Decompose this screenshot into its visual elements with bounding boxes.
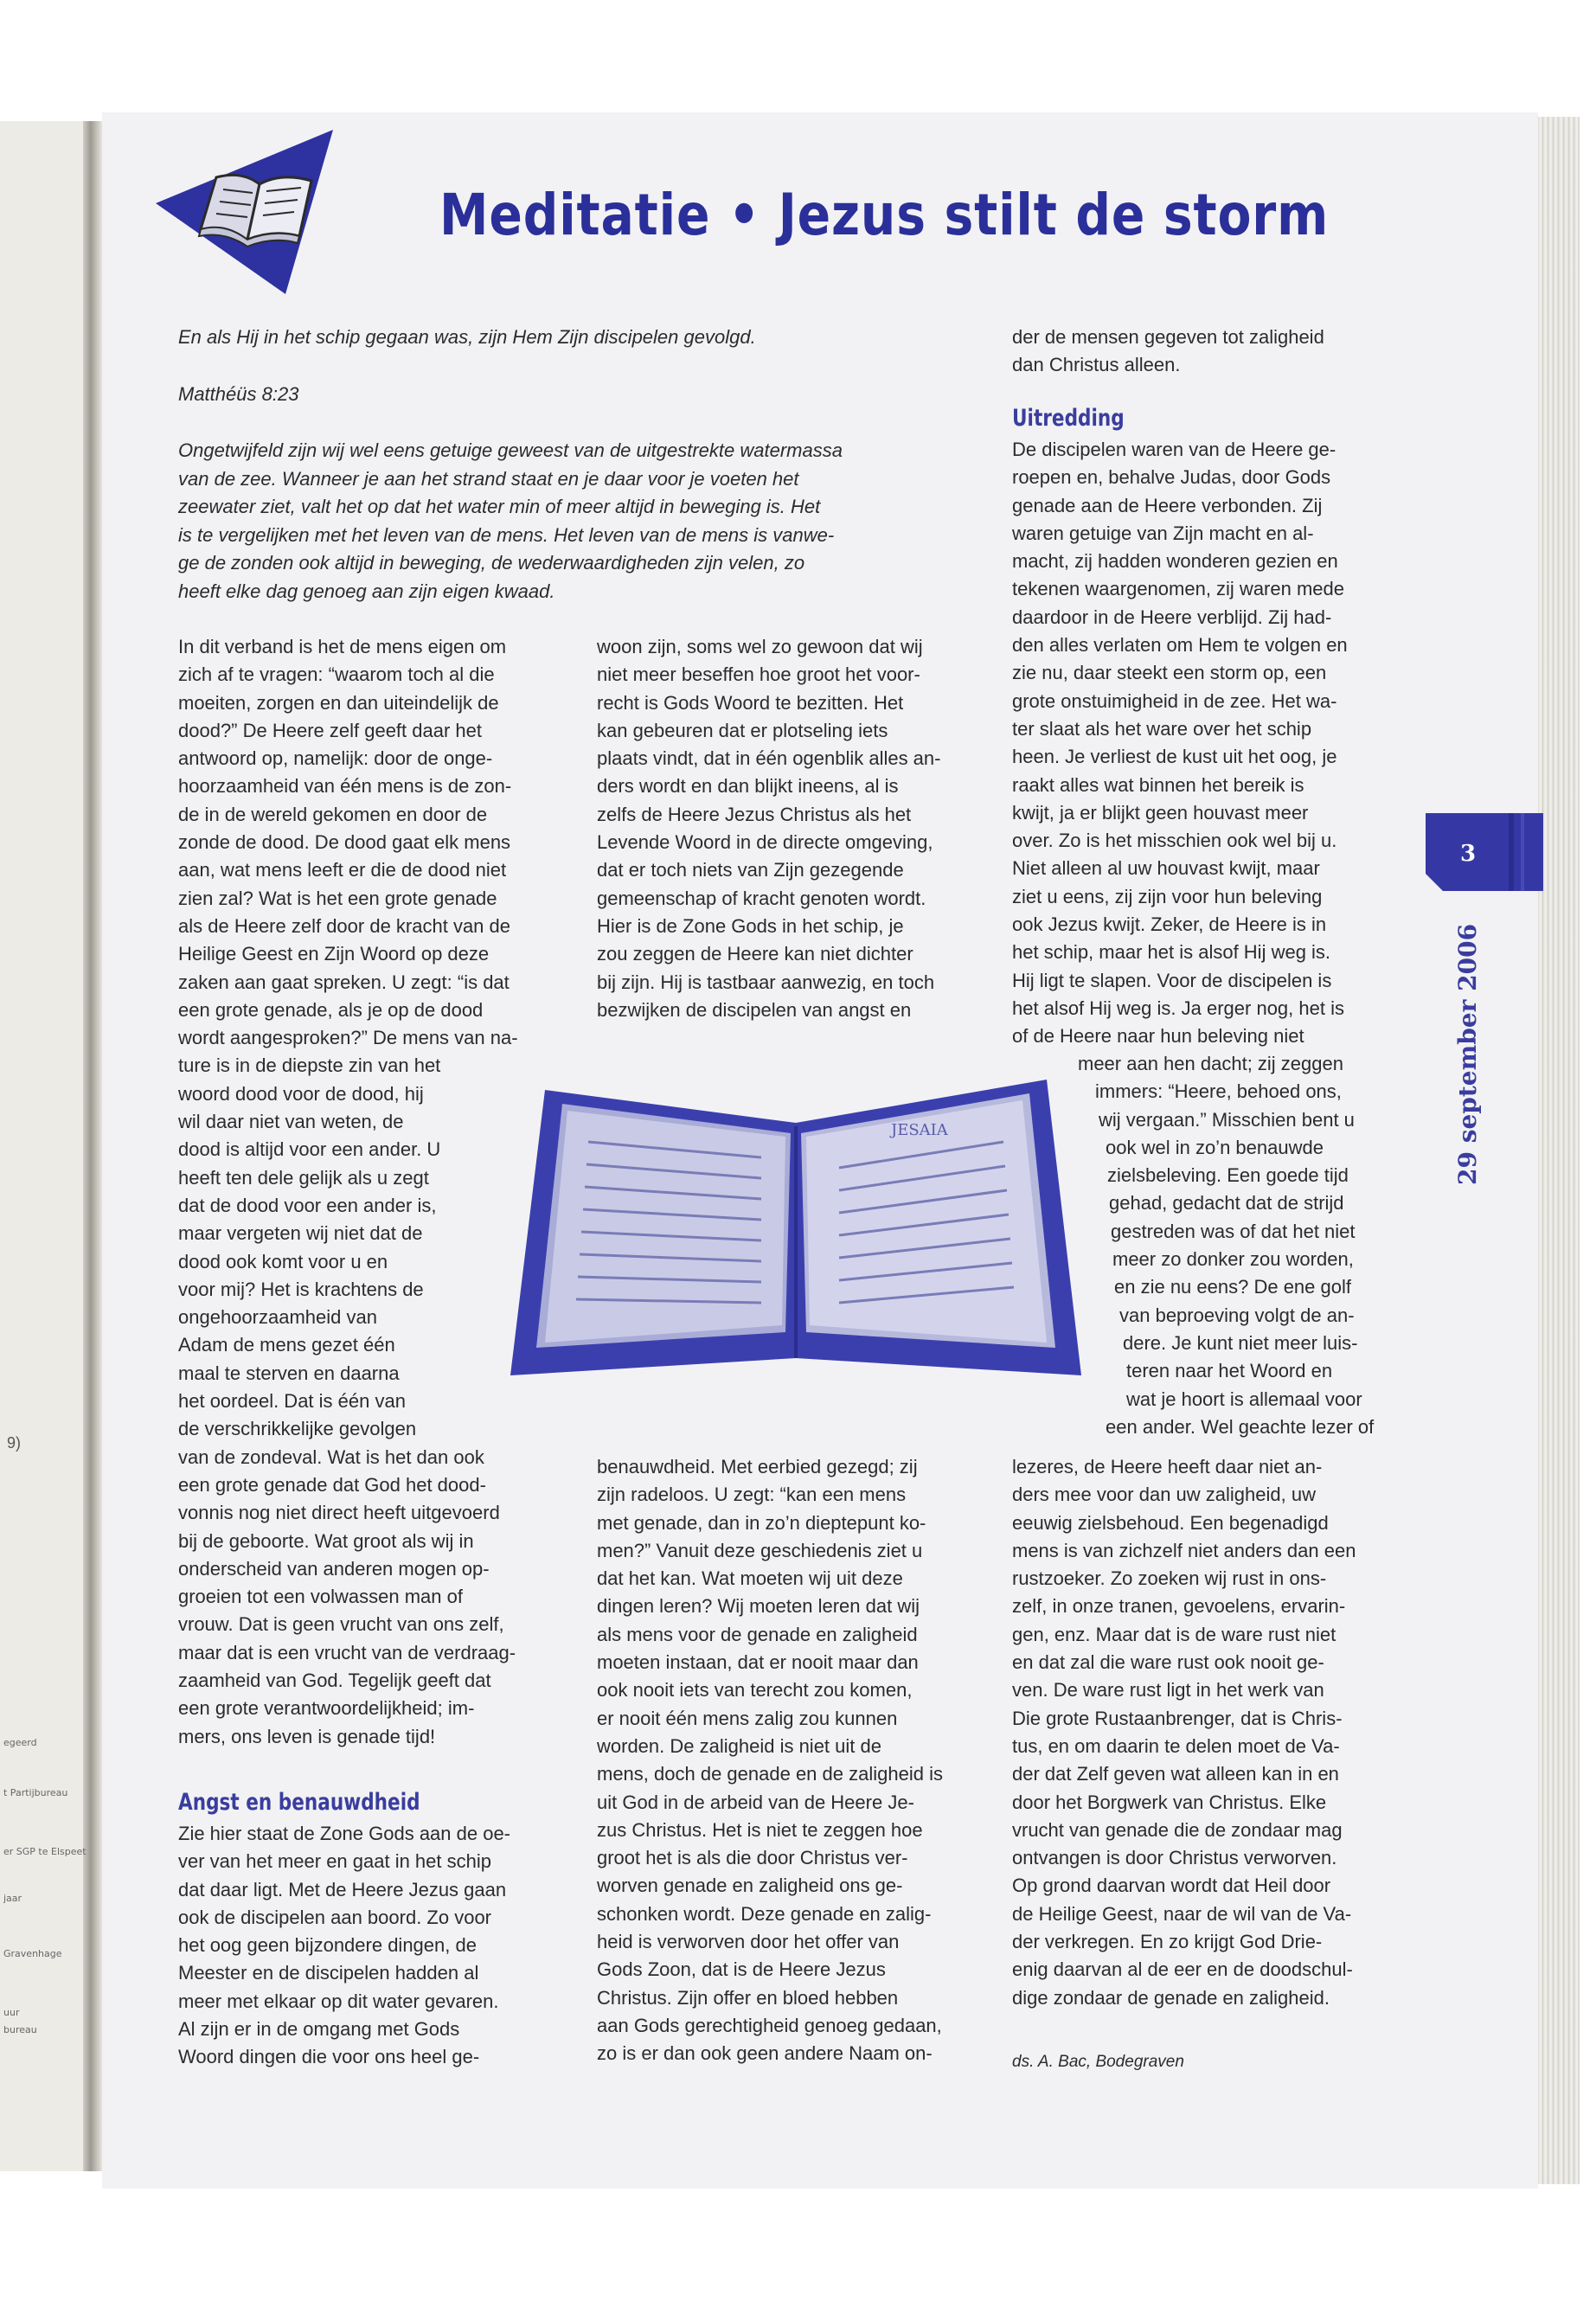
column-3-text-wrap: meer aan hen dacht; zij zeggen immers: “Heere, behoed ons, wij vergaan.” Misschien bent u ook wel in zo’n benauwde zielsbeleving. Een goede tijd gehad, gedacht dat de strijd gestreden was of dat het niet meer zo donker zou worden, en zie nu eens? De ene golf van beproeving volgt de an- dere. Je kunt niet meer luis- teren naar het Woord en wat je hoort is allemaal voor een ander. Wel geachte lezer of bbox=[1078, 1053, 1375, 1438]
previous-page-note: Gravenhage bbox=[3, 1948, 62, 1959]
previous-page-note: t Partijbureau bbox=[3, 1787, 68, 1798]
page-title: Meditatie • Jezus stilt de storm bbox=[439, 182, 1330, 248]
column-3-text: De discipelen waren van de Heere ge- roepen en, behalve Judas, door Gods genade aan de Heere verbonden. Zij waren getuige van Zijn macht en al- macht, zij hadden wonderen gezien en tekenen waargenomen, zij waren mede daardoor in de Heere verblijd. Zij had- den alles verlaten om Hem te volgen en zie nu, daar steekt een storm op, een grote onstuimigheid in de zee. Het wa- ter slaat als het ware over het schip heen. Je verliest de kust uit het oog, je raakt alles wat binnen het bereik is kwijt, ja er blijkt geen houvast meer over. Zo is het misschien ook wel bij u. Niet alleen al uw houvast kwijt, maar ziet u eens, zij zijn voor hun beleving ook Jezus kwijt. Zeker, de Heere is in het schip, maar het is alsof Hij weg is. Hij ligt te slapen. Voor de discipelen is het alsof Hij weg is. Ja erger nog, het is of de Heere naar hun beleving niet bbox=[1012, 439, 1348, 1048]
page-stack-edge bbox=[1538, 117, 1580, 2184]
previous-page-note: jaar bbox=[3, 1893, 22, 1904]
previous-page-note: 9) bbox=[7, 1434, 22, 1452]
open-bible-illustration bbox=[510, 1073, 1081, 1384]
book-spine bbox=[83, 121, 102, 2171]
previous-page-note: er SGP te Elspeet bbox=[3, 1846, 87, 1857]
page-number-tab bbox=[1426, 813, 1543, 891]
column-3-text-top: der de mensen gegeven tot zaligheid dan Christus alleen. bbox=[1012, 326, 1324, 376]
previous-page-edge bbox=[0, 121, 95, 2171]
column-1-text-bottom: Zie hier staat de Zone Gods aan de oe- ver van het meer en gaat in het schip dat daar ligt. Met de Heere Jezus gaan ook de discipelen aan boord. Zo voor het oog geen bijzondere dingen, de Meester en de discipelen hadden al meer met elkaar op dit water gevaren. Al zijn er in de omgang met Gods Woord dingen die voor ons heel ge- bbox=[178, 1823, 511, 2068]
bible-quote: En als Hij in het schip gegaan was, zijn Hem Zijn discipelen gevolgd. bbox=[178, 326, 756, 348]
issue-date: 29 september 2006 bbox=[1453, 923, 1482, 1185]
section-heading-angst: Angst en benauwdheid bbox=[178, 1789, 420, 1816]
page-number: 3 bbox=[1460, 841, 1477, 867]
section-heading-uitredding: Uitredding bbox=[1012, 405, 1125, 432]
previous-page-note: uur bbox=[3, 2007, 20, 2018]
author-signature: ds. A. Bac, Bodegraven bbox=[1012, 2053, 1184, 2071]
open-book-icon bbox=[156, 130, 337, 294]
previous-page-note: bureau bbox=[3, 2024, 37, 2035]
column-1-text: In dit verband is het de mens eigen om zich af te vragen: “waarom toch al die moeiten, zorgen en dan uiteindelijk de dood?” De Heere zelf geeft daar het antwoord op, namelijk: door de onge- hoorzaamheid van één mens is de zon- de in de wereld gekomen en door de zonde de dood. De dood gaat elk mens aan, wat mens leeft er die de dood niet zien zal? Wat is het een grote genade als de Heere zelf door de kracht van de Heilige Geest en Zijn Woord op deze zaken aan gaat spreken. U zegt: “is dat een grote genade, als je op de dood wordt aangesproken?” De mens van na- ture is in de diepste zin van het woord dood voor de dood, hij wil daar niet van weten, de dood is altijd voor een ander. U heeft ten dele gelijk als u zegt dat de dood voor een ander is, maar vergeten wij niet dat de dood ook komt voor u en voor mij? Het is krachtens de ongehoorzaamheid van Adam de mens gezet één maal te sterven en daarna het oordeel. Dat is één van de verschrikkelijke gevolgen van de zondeval. Wat is het dan ook een grote genade dat God het dood- vonnis nog niet direct heeft uitgevoerd bij de geboorte. Wat groot als wij in onderscheid van anderen mogen op- groeien tot een volwassen man of vrouw. Dat is geen vrucht van ons zelf, maar dat is een vrucht van de verdraag- zaamheid van God. Tegelijk geeft dat een grote verantwoordelijkheid; im- mers, ons leven is genade tijd! bbox=[178, 636, 518, 1747]
column-2-text-bottom: benauwdheid. Met eerbied gezegd; zij zijn radeloos. U zegt: “kan een mens met genade, dan in zo’n dieptepunt ko- men?” Vanuit deze geschiedenis ziet u dat het kan. Wat moeten wij uit deze dingen leren? Wij moeten leren dat wij als mens voor de genade en zaligheid moeten instaan, dat er nooit maar dan ook nooit iets van terecht zou komen, er nooit één mens zalig zou kunnen worden. De zaligheid is niet uit de mens, doch de genade en de zaligheid is uit God in de arbeid van de Heere Je- zus Christus. Het is niet te zeggen hoe groot het is als die door Christus ver- worven genade en zaligheid ons ge- schonken wordt. Deze genade en zalig- heid is verworven door het offer van Gods Zoon, dat is de Heere Jezus Christus. Zijn offer en bloed hebben aan Gods gerechtigheid genoeg gedaan, zo is er dan ook geen andere Naam on- bbox=[597, 1456, 943, 2065]
column-2-text: woon zijn, soms wel zo gewoon dat wij niet meer beseffen hoe groot het voor- recht is Gods Woord te bezitten. Het kan gebeuren dat er plotseling iets plaats vindt, dat in één ogenblik alles an- ders wordt en dan blijkt ineens, al is zelfs de Heere Jezus Christus als het Levende Woord in de directe omgeving, dat er toch niets van Zijn gezegende gemeenschap of kracht genoten wordt. Hier is de Zone Gods in het schip, je zou zeggen de Heere kan niet dichter bij zijn. Hij is tastbaar aanwezig, en toch bezwijken de discipelen van angst en bbox=[597, 636, 941, 1021]
intro-paragraph: Ongetwijfeld zijn wij wel eens getuige geweest van de uitgestrekte watermassa van de zee. Wanneer je aan het strand staat en je daar voor je voeten het zeewater ziet, valt het op dat het water min of meer altijd in beweging is. Het is te vergelijken met het leven van de mens. Het leven van de mens is vanwe- ge de zonden ook altijd in beweging, de wederwaardigheden zijn velen, zo heeft elke dag genoeg aan zijn eigen kwaad. bbox=[178, 439, 843, 602]
bible-reference: Matthéüs 8:23 bbox=[178, 383, 299, 405]
previous-page-note: egeerd bbox=[3, 1737, 37, 1748]
bible-heading-text: JESAIA bbox=[891, 1121, 948, 1139]
column-3-text-bottom: lezeres, de Heere heeft daar niet an- ders mee voor dan uw zaligheid, uw eeuwig zielsbehoud. Een begenadigd mens is van zichzelf niet anders dan een rustzoeker. Zo zoeken wij rust in ons- zelf, in onze tranen, gevoelens, ervarin- gen, enz. Maar dat is de ware rust niet en dat zal die ware rust ook nooit ge- ven. De ware rust ligt in het werk van Die grote Rustaanbrenger, dat is Chris- tus, en om daarin te delen moet de Va- der dat Zelf geven wat alleen kan in en door het Borgwerk van Christus. Elke vrucht van genade die de zondaar mag ontvangen is door Christus verworven. Op grond daarvan wordt dat Heil door de Heilige Geest, naar de wil van de Va- der verkregen. En zo krijgt God Drie- enig daarvan al de eer en de doodschul- dige zondaar de genade en zaligheid. bbox=[1012, 1456, 1356, 2009]
